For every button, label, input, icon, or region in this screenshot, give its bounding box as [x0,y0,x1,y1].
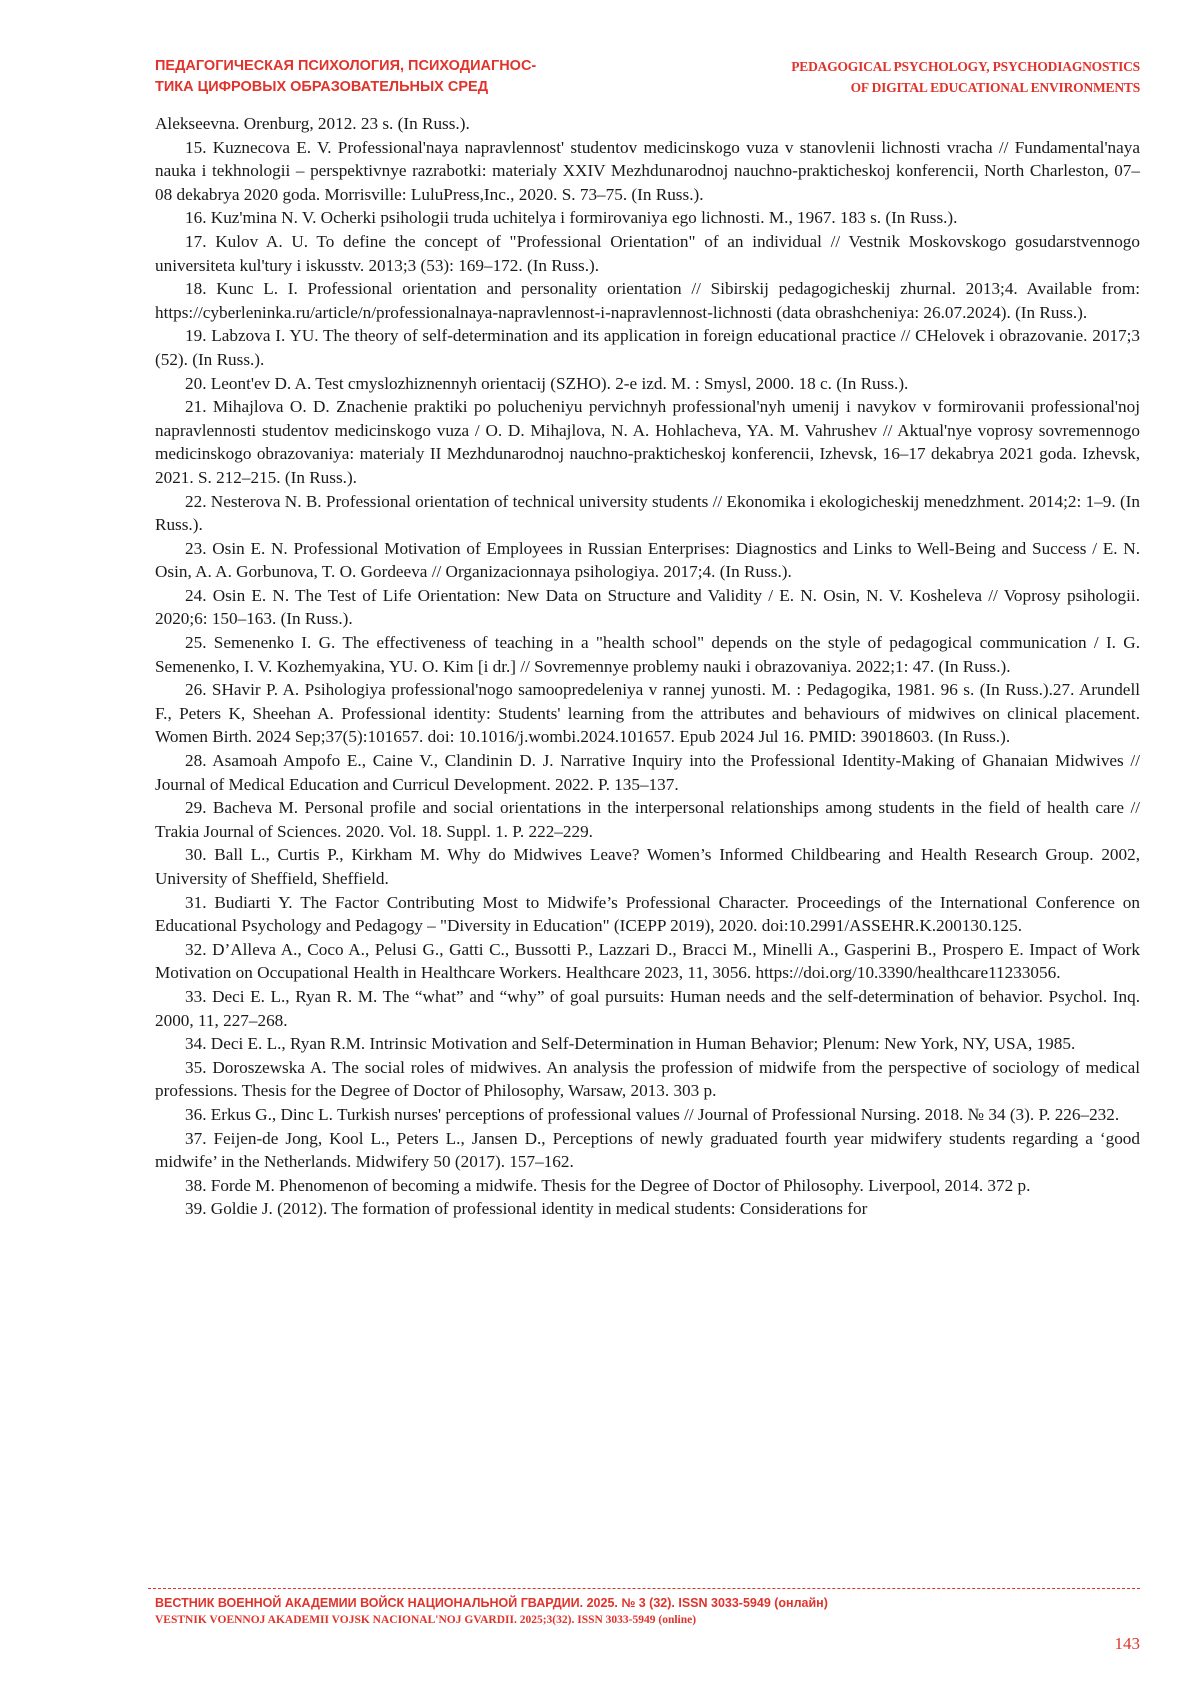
footer-divider [148,1588,1140,1589]
reference-item: 36. Erkus G., Dinc L. Turkish nurses' perceptions of professional values // Journal of Professional Nursing. 2018. № 34 (3). P. 226–232. [185,1104,1120,1124]
reference-item: 30. Ball L., Curtis P., Kirkham M. Why do Midwives Leave? Women’s Informed Childbearing and Health Research Group. 2002, University of Sheffield, Sheffield. [155,845,1140,888]
reference-item: 34. Deci E. L., Ryan R.M. Intrinsic Motivation and Self-Determination in Human Behavior; Plenum: New York, NY, USA, 1985. [185,1034,1076,1054]
page-number: 143 [1114,1634,1140,1653]
reference-item: 32. D’Alleva A., Coco A., Pelusi G., Gatti C., Bussotti P., Lazzari D., Bracci M., Minelli A., Gasperini B., Prospero E. Impact of Work Motivation on Occupational Health in Healthcare Workers. Healthcare 2023, 11, 3056. https://doi.org/10.3390/healthcare11233056. [155,939,1140,983]
header-title-en [620,56,1140,98]
reference-list [155,112,1140,1221]
reference-item: 29. Bacheva M. Personal profile and social orientations in the interpersonal relationships among students in the field of health care // Trakia Journal of Sciences. 2020. Vol. 18. Suppl. 1. P. 222–229. [155,798,1140,841]
reference-item: 24. Osin E. N. The Test of Life Orientation: New Data on Structure and Validity / E. N. Osin, N. V. Kosheleva // Voprosy psihologii. 2020;6: 150–163. (In Russ.). [155,585,1140,629]
reference-item: 17. Kulov A. U. To define the concept of "Professional Orientation" of an individual // Vestnik Moskovskogo gosudarstvennogo universiteta kul'tury i iskusstv. 2013;3 (53): 169–172. (In Russ.). [155,231,1140,275]
header-title-ru-line2: ТИКА ЦИФРОВЫХ ОБРАЗОВАТЕЛЬНЫХ СРЕД [155,79,489,95]
header-title-ru-line1: ПЕДАГОГИЧЕСКАЯ ПСИХОЛОГИЯ, ПСИХОДИАГНОС- [155,58,537,74]
reference-item: 20. Leont'ev D. A. Test cmyslozhiznennyh orientacij (SZHO). 2-e izd. M. : Smysl, 2000. 18 c. (In Russ.). [185,373,909,393]
reference-item: 23. Osin E. N. Professional Motivation of Employees in Russian Enterprises: Diagnostics and Links to Well-Being and Success / E. N. Osin, A. A. Gorbunova, T. O. Gordeeva // Organizacionnaya psihologiya. 2017;4. (In Russ.). [155,538,1140,582]
footer-journal-ru: ВЕСТНИК ВОЕННОЙ АКАДЕМИИ ВОЙСК НАЦИОНАЛЬНОЙ ГВАРДИИ. 2025. № 3 (32). ISSN 3033-5949 (онлайн) [155,1596,828,1610]
reference-item: 38. Forde M. Phenomenon of becoming a midwife. Thesis for the Degree of Doctor of Philosophy. Liverpool, 2014. 372 p. [185,1175,1031,1195]
running-header [155,56,1140,104]
reference-continuation: Alekseevna. Orenburg, 2012. 23 s. (In Russ.). [155,114,470,133]
reference-item: 21. Mihajlova O. D. Znachenie praktiki po polucheniyu pervichnyh professional'nyh umenij i navykov v formirovanii professional'noj napravlennosti studentov medicinskogo vuza / O. D. Mihajlova, N. A. Hohlacheva, YA. M. Vahrushev // Aktual'nye voprosy sovremennogo medicinskogo obrazovaniya: materialy II Mezhdunarodnoj nauchno-prakticheskoj konferencii, Izhevsk, 16–17 dekabrya 2021 goda. Izhevsk, 2021. S. 212–215. (In Russ.). [155,397,1140,487]
reference-item: 26. SHavir P. A. Psihologiya professional'nogo samoopredeleniya v rannej yunosti. M. : Pedagogika, 1981. 96 s. (In Russ.).27. Arundell F., Peters K, Sheehan A. Professional identity: Students' learning from the attributes and behaviours of midwives on clinical placement. Women Birth. 2024 Sep;37(5):101657. doi: 10.1016/j.wombi.2024.101657. Epub 2024 Jul 16. PMID: 39018603. (In Russ.). [155,680,1140,747]
reference-item: 16. Kuz'mina N. V. Ocherki psihologii truda uchitelya i formirovaniya ego lichnosti. M., 1967. 183 s. (In Russ.). [185,208,958,228]
footer-journal-en: VESTNIK VOENNOJ AKADEMII VOJSK NACIONAL'NOJ GVARDII. 2025;3(32). ISSN 3033-5949 (online) [155,1614,697,1626]
reference-item: 25. Semenenko I. G. The effectiveness of teaching in a "health school" depends on the style of pedagogical communication / I. G. Semenenko, I. V. Kozhemyakina, YU. O. Kim [i dr.] // Sovremennye problemy nauki i obrazovaniya. 2022;1: 47. (In Russ.). [155,633,1140,676]
reference-item: 19. Labzova I. YU. The theory of self-determination and its application in foreign educational practice // CHelovek i obrazovanie. 2017;3 (52). (In Russ.). [155,326,1140,369]
reference-item: 37. Feijen-de Jong, Kool L., Peters L., Jansen D., Perceptions of newly graduated fourth year midwifery students regarding a ‘good midwife’ in the Netherlands. Midwifery 50 (2017). 157–162. [155,1128,1140,1172]
reference-item: 18. Kunc L. I. Professional orientation and personality orientation // Sibirskij pedagogicheskij zhurnal. 2013;4. Available from: https://cyberleninka.ru/article/n/professionalnaya-napravlennost-i-napravlennost-lichnosti (data obrashcheniya: 26.07.2024). (In Russ.). [155,279,1140,322]
header-title-ru [155,56,675,98]
header-title-en-line1: PEDAGOGICAL PSYCHOLOGY, PSYCHODIAGNOSTICS [791,59,1140,74]
reference-item: 31. Budiarti Y. The Factor Contributing Most to Midwife’s Professional Character. Proceedings of the International Conference on Educational Psychology and Pedagogy – "Diversity in Education" (ICEPP 2019), 2020. doi:10.2991/ASSEHR.K.200130.125. [155,892,1140,936]
journal-footer [155,1594,1140,1629]
reference-item: 33. Deci E. L., Ryan R. M. The “what” and “why” of goal pursuits: Human needs and the self-determination of behavior. Psychol. Inq. 2000, 11, 227–268. [155,986,1140,1030]
reference-item: 15. Kuznecova E. V. Professional'naya napravlennost' studentov medicinskogo vuza v stanovlenii lichnosti vracha // Fundamental'naya nauka i tekhnologii – perspektivnye razrabotki: materialy XXIV Mezhdunarodnoj nauchno-prakticheskoj konferencii, North Charleston, 07–08 dekabrya 2020 goda. Morrisville: LuluPress,Inc., 2020. S. 73–75. (In Russ.). [155,137,1140,204]
reference-item: 35. Doroszewska A. The social roles of midwives. An analysis the profession of midwife from the perspective of sociology of medical professions. Thesis for the Degree of Doctor of Philosophy, Warsaw, 2013. 303 p. [155,1057,1140,1101]
header-title-en-line2: OF DIGITAL EDUCATIONAL ENVIRONMENTS [850,80,1140,95]
reference-item: 39. Goldie J. (2012). The formation of professional identity in medical students: Considerations for [185,1199,868,1219]
reference-item: 28. Asamoah Ampofo E., Caine V., Clandinin D. J. Narrative Inquiry into the Professional Identity-Making of Ghanaian Midwives // Journal of Medical Education and Curricul Development. 2022. P. 135–137. [155,751,1140,794]
reference-item: 22. Nesterova N. B. Professional orientation of technical university students // Ekonomika i ekologicheskij menedzhment. 2014;2: 1–9. (In Russ.). [155,491,1140,535]
